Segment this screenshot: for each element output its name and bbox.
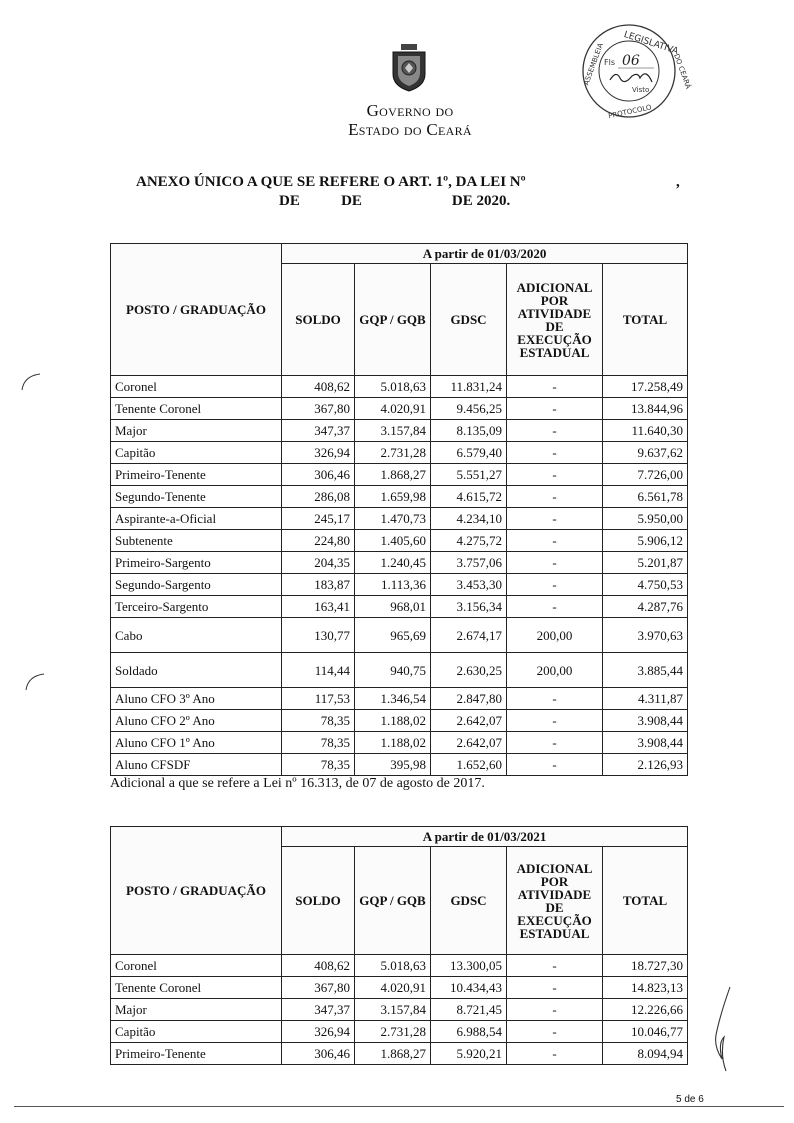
cell-adicional: - bbox=[507, 732, 603, 754]
cell-posto: Major bbox=[111, 999, 282, 1021]
cell-adicional: 200,00 bbox=[507, 618, 603, 653]
margin-signature-icon bbox=[700, 985, 740, 1075]
cell-gdsc: 6.988,54 bbox=[431, 1021, 507, 1043]
cell-total: 12.226,66 bbox=[603, 999, 688, 1021]
col-header-adicional: ADICIONAL POR ATIVIDADE DE EXECUÇÃO ESTADUAL bbox=[507, 847, 603, 955]
page-number: 5 de 6 bbox=[676, 1094, 704, 1105]
cell-posto: Cabo bbox=[111, 618, 282, 653]
table-row bbox=[111, 1021, 688, 1043]
cell-gdsc: 10.434,43 bbox=[431, 977, 507, 999]
cell-total: 18.727,30 bbox=[603, 955, 688, 977]
stamp-text-left: ASSEMBLEIA bbox=[582, 42, 605, 87]
cell-gqp: 1.346,54 bbox=[355, 688, 431, 710]
table-row bbox=[111, 732, 688, 754]
table-row bbox=[111, 376, 688, 398]
cell-soldo: 78,35 bbox=[282, 710, 355, 732]
cell-total: 9.637,62 bbox=[603, 442, 688, 464]
cell-soldo: 347,37 bbox=[282, 420, 355, 442]
cell-gqp: 965,69 bbox=[355, 618, 431, 653]
gov-header-line1: Governo do bbox=[366, 101, 454, 120]
table-row bbox=[111, 1043, 688, 1065]
cell-adicional: - bbox=[507, 1021, 603, 1043]
cell-soldo: 130,77 bbox=[282, 618, 355, 653]
cell-adicional: - bbox=[507, 530, 603, 552]
cell-total: 3.908,44 bbox=[603, 732, 688, 754]
cell-gdsc: 2.642,07 bbox=[431, 732, 507, 754]
stamp-fls-value: 06 bbox=[622, 53, 640, 69]
cell-gqp: 1.868,27 bbox=[355, 464, 431, 486]
gov-header-line2: Estado do Ceará bbox=[348, 120, 472, 139]
cell-adicional: - bbox=[507, 486, 603, 508]
cell-total: 7.726,00 bbox=[603, 464, 688, 486]
table-row bbox=[111, 955, 688, 977]
cell-total: 2.126,93 bbox=[603, 754, 688, 776]
cell-total: 11.640,30 bbox=[603, 420, 688, 442]
col-header-gqp: GQP / GQB bbox=[355, 264, 431, 376]
annex-title-comma: , bbox=[676, 174, 680, 190]
cell-soldo: 114,44 bbox=[282, 653, 355, 688]
table-row bbox=[111, 464, 688, 486]
cell-gdsc: 11.831,24 bbox=[431, 376, 507, 398]
cell-total: 10.046,77 bbox=[603, 1021, 688, 1043]
cell-soldo: 117,53 bbox=[282, 688, 355, 710]
cell-soldo: 163,41 bbox=[282, 596, 355, 618]
cell-posto: Segundo-Sargento bbox=[111, 574, 282, 596]
cell-posto: Capitão bbox=[111, 442, 282, 464]
cell-soldo: 245,17 bbox=[282, 508, 355, 530]
cell-adicional: - bbox=[507, 420, 603, 442]
col-header-total: TOTAL bbox=[603, 264, 688, 376]
cell-posto: Aluno CFSDF bbox=[111, 754, 282, 776]
annex-title bbox=[136, 173, 680, 211]
annex-title-line1: ANEXO ÚNICO A QUE SE REFERE O ART. 1º, DA LEI Nº bbox=[136, 174, 526, 190]
cell-gqp: 395,98 bbox=[355, 754, 431, 776]
cell-total: 13.844,96 bbox=[603, 398, 688, 420]
cell-gdsc: 4.234,10 bbox=[431, 508, 507, 530]
cell-gqp: 5.018,63 bbox=[355, 376, 431, 398]
cell-gqp: 1.659,98 bbox=[355, 486, 431, 508]
annex-title-line2: DE DE DE 2020. bbox=[279, 193, 511, 209]
col-header-gqp: GQP / GQB bbox=[355, 847, 431, 955]
cell-total: 5.201,87 bbox=[603, 552, 688, 574]
cell-gqp: 3.157,84 bbox=[355, 999, 431, 1021]
cell-gqp: 968,01 bbox=[355, 596, 431, 618]
cell-soldo: 367,80 bbox=[282, 977, 355, 999]
cell-posto: Segundo-Tenente bbox=[111, 486, 282, 508]
cell-adicional: - bbox=[507, 1043, 603, 1065]
cell-gdsc: 4.615,72 bbox=[431, 486, 507, 508]
cell-gqp: 3.157,84 bbox=[355, 420, 431, 442]
stamp-visto-label: Visto bbox=[632, 86, 650, 94]
cell-total: 3.908,44 bbox=[603, 710, 688, 732]
cell-gqp: 1.868,27 bbox=[355, 1043, 431, 1065]
cell-soldo: 78,35 bbox=[282, 732, 355, 754]
cell-gdsc: 2.630,25 bbox=[431, 653, 507, 688]
cell-total: 17.258,49 bbox=[603, 376, 688, 398]
cell-gqp: 5.018,63 bbox=[355, 955, 431, 977]
cell-total: 3.970,63 bbox=[603, 618, 688, 653]
cell-gdsc: 5.551,27 bbox=[431, 464, 507, 486]
cell-posto: Aluno CFO 1º Ano bbox=[111, 732, 282, 754]
cell-gdsc: 5.920,21 bbox=[431, 1043, 507, 1065]
cell-adicional: - bbox=[507, 376, 603, 398]
cell-gqp: 1.470,73 bbox=[355, 508, 431, 530]
cell-adicional: - bbox=[507, 977, 603, 999]
stamp-text-top: LEGISLATIVA bbox=[622, 29, 680, 57]
cell-soldo: 326,94 bbox=[282, 1021, 355, 1043]
cell-gqp: 940,75 bbox=[355, 653, 431, 688]
table-row bbox=[111, 999, 688, 1021]
stamp-text-bottom: PROTOCOLO bbox=[607, 103, 653, 121]
cell-total: 4.287,76 bbox=[603, 596, 688, 618]
cell-posto: Primeiro-Sargento bbox=[111, 552, 282, 574]
cell-gqp: 1.188,02 bbox=[355, 710, 431, 732]
cell-soldo: 183,87 bbox=[282, 574, 355, 596]
table-row bbox=[111, 552, 688, 574]
period-header: A partir de 01/03/2020 bbox=[282, 244, 688, 264]
cell-adicional: - bbox=[507, 464, 603, 486]
cell-soldo: 204,35 bbox=[282, 552, 355, 574]
table-row bbox=[111, 442, 688, 464]
cell-gdsc: 9.456,25 bbox=[431, 398, 507, 420]
cell-posto: Soldado bbox=[111, 653, 282, 688]
cell-soldo: 326,94 bbox=[282, 442, 355, 464]
cell-gdsc: 13.300,05 bbox=[431, 955, 507, 977]
cell-gqp: 4.020,91 bbox=[355, 398, 431, 420]
table-row bbox=[111, 653, 688, 688]
cell-gdsc: 6.579,40 bbox=[431, 442, 507, 464]
cell-total: 3.885,44 bbox=[603, 653, 688, 688]
cell-posto: Primeiro-Tenente bbox=[111, 464, 282, 486]
table-row bbox=[111, 398, 688, 420]
cell-soldo: 306,46 bbox=[282, 1043, 355, 1065]
cell-posto: Primeiro-Tenente bbox=[111, 1043, 282, 1065]
cell-total: 4.750,53 bbox=[603, 574, 688, 596]
cell-adicional: - bbox=[507, 999, 603, 1021]
cell-adicional: - bbox=[507, 442, 603, 464]
footnote: Adicional a que se refere a Lei nº 16.313, de 07 de agosto de 2017. bbox=[110, 776, 485, 791]
cell-soldo: 408,62 bbox=[282, 955, 355, 977]
cell-posto: Coronel bbox=[111, 955, 282, 977]
cell-gdsc: 1.652,60 bbox=[431, 754, 507, 776]
protocol-stamp bbox=[580, 22, 693, 121]
cell-adicional: - bbox=[507, 688, 603, 710]
cell-soldo: 224,80 bbox=[282, 530, 355, 552]
cell-adicional: - bbox=[507, 710, 603, 732]
cell-gdsc: 3.156,34 bbox=[431, 596, 507, 618]
cell-adicional: - bbox=[507, 574, 603, 596]
cell-posto: Subtenente bbox=[111, 530, 282, 552]
cell-soldo: 306,46 bbox=[282, 464, 355, 486]
table-row bbox=[111, 486, 688, 508]
col-header-posto: POSTO / GRADUAÇÃO bbox=[111, 827, 282, 955]
cell-gdsc: 2.642,07 bbox=[431, 710, 507, 732]
col-header-adicional: ADICIONAL POR ATIVIDADE DE EXECUÇÃO ESTADUAL bbox=[507, 264, 603, 376]
cell-adicional: - bbox=[507, 754, 603, 776]
margin-mark-icon bbox=[24, 672, 48, 692]
table-row bbox=[111, 508, 688, 530]
cell-total: 5.906,12 bbox=[603, 530, 688, 552]
cell-adicional: - bbox=[507, 552, 603, 574]
cell-adicional: - bbox=[507, 596, 603, 618]
cell-total: 14.823,13 bbox=[603, 977, 688, 999]
cell-gdsc: 2.847,80 bbox=[431, 688, 507, 710]
cell-gdsc: 2.674,17 bbox=[431, 618, 507, 653]
cell-posto: Coronel bbox=[111, 376, 282, 398]
table-row bbox=[111, 688, 688, 710]
col-header-posto: POSTO / GRADUAÇÃO bbox=[111, 244, 282, 376]
salary-table-2020 bbox=[110, 243, 688, 776]
cell-posto: Aspirante-a-Oficial bbox=[111, 508, 282, 530]
cell-gqp: 1.405,60 bbox=[355, 530, 431, 552]
cell-soldo: 347,37 bbox=[282, 999, 355, 1021]
cell-posto: Tenente Coronel bbox=[111, 398, 282, 420]
table-row bbox=[111, 530, 688, 552]
table-row bbox=[111, 710, 688, 732]
cell-posto: Terceiro-Sargento bbox=[111, 596, 282, 618]
col-header-total: TOTAL bbox=[603, 847, 688, 955]
stamp-signature-icon bbox=[610, 74, 652, 82]
col-header-gdsc: GDSC bbox=[431, 847, 507, 955]
government-header bbox=[300, 101, 520, 139]
cell-total: 8.094,94 bbox=[603, 1043, 688, 1065]
cell-gqp: 2.731,28 bbox=[355, 1021, 431, 1043]
footer-rule bbox=[14, 1106, 784, 1107]
cell-gdsc: 3.757,06 bbox=[431, 552, 507, 574]
cell-gqp: 2.731,28 bbox=[355, 442, 431, 464]
cell-gdsc: 4.275,72 bbox=[431, 530, 507, 552]
cell-total: 5.950,00 bbox=[603, 508, 688, 530]
cell-posto: Aluno CFO 3º Ano bbox=[111, 688, 282, 710]
cell-adicional: - bbox=[507, 398, 603, 420]
table-row bbox=[111, 420, 688, 442]
stamp-fls-label: Fls bbox=[604, 58, 615, 67]
cell-soldo: 78,35 bbox=[282, 754, 355, 776]
cell-posto: Capitão bbox=[111, 1021, 282, 1043]
margin-mark-icon bbox=[20, 372, 44, 392]
cell-gqp: 1.188,02 bbox=[355, 732, 431, 754]
salary-table-2021 bbox=[110, 826, 688, 1065]
cell-total: 4.311,87 bbox=[603, 688, 688, 710]
cell-soldo: 408,62 bbox=[282, 376, 355, 398]
cell-gqp: 1.240,45 bbox=[355, 552, 431, 574]
cell-gdsc: 3.453,30 bbox=[431, 574, 507, 596]
cell-soldo: 367,80 bbox=[282, 398, 355, 420]
cell-posto: Aluno CFO 2º Ano bbox=[111, 710, 282, 732]
cell-adicional: - bbox=[507, 955, 603, 977]
col-header-gdsc: GDSC bbox=[431, 264, 507, 376]
cell-posto: Tenente Coronel bbox=[111, 977, 282, 999]
cell-adicional: 200,00 bbox=[507, 653, 603, 688]
table-row bbox=[111, 618, 688, 653]
cell-gdsc: 8.721,45 bbox=[431, 999, 507, 1021]
state-coat-of-arms-icon bbox=[389, 44, 429, 92]
col-header-soldo: SOLDO bbox=[282, 264, 355, 376]
table-row bbox=[111, 754, 688, 776]
table-row bbox=[111, 977, 688, 999]
cell-posto: Major bbox=[111, 420, 282, 442]
col-header-soldo: SOLDO bbox=[282, 847, 355, 955]
cell-total: 6.561,78 bbox=[603, 486, 688, 508]
table-row bbox=[111, 574, 688, 596]
cell-gdsc: 8.135,09 bbox=[431, 420, 507, 442]
period-header: A partir de 01/03/2021 bbox=[282, 827, 688, 847]
cell-soldo: 286,08 bbox=[282, 486, 355, 508]
cell-adicional: - bbox=[507, 508, 603, 530]
stamp-text-right: DO CEARÁ bbox=[672, 52, 693, 90]
cell-gqp: 1.113,36 bbox=[355, 574, 431, 596]
table-row bbox=[111, 596, 688, 618]
cell-gqp: 4.020,91 bbox=[355, 977, 431, 999]
